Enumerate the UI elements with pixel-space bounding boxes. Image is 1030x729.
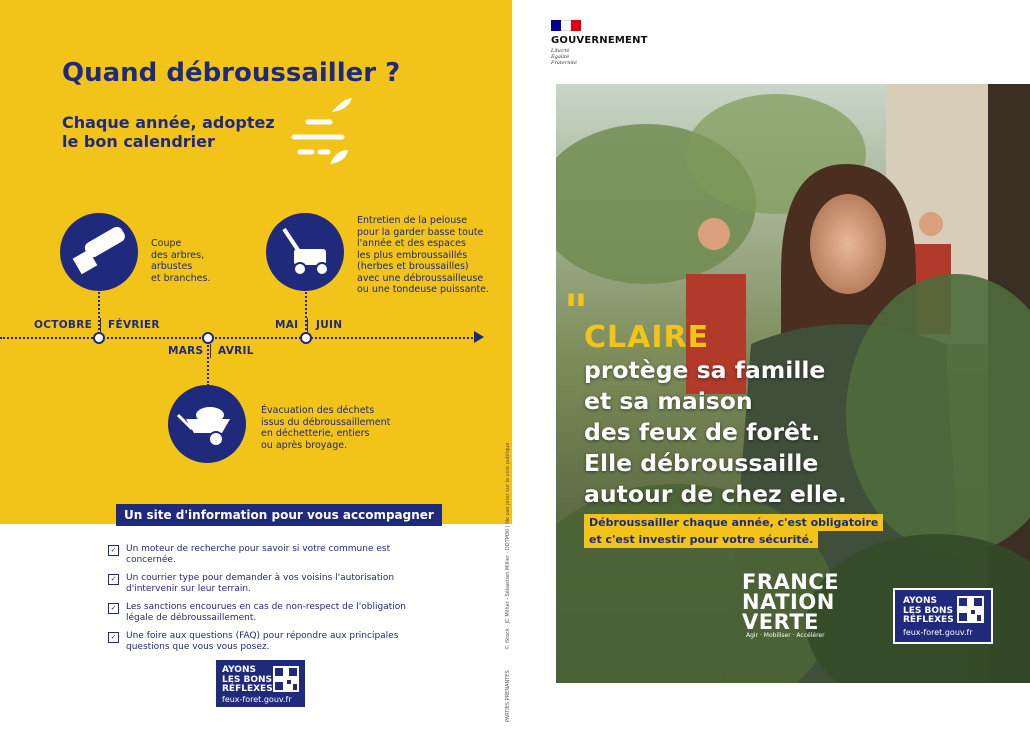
site-info-title: Un site d'information pour vous accompagner bbox=[116, 504, 442, 526]
month-label: FÉVRIER bbox=[108, 319, 160, 331]
person-name: CLAIRE bbox=[584, 320, 710, 355]
divider bbox=[307, 318, 308, 332]
checkbox-icon: ✓ bbox=[108, 603, 119, 614]
activity-waste-text: Évacuation des déchets issus du débroussaillement en déchetterie, entiers ou après broyage. bbox=[261, 405, 391, 451]
partners: PARTIES PRENANTES bbox=[505, 670, 511, 722]
list-item: ✓ Une foire aux questions (FAQ) pour répondre aux principales questions que vous vous posez. bbox=[108, 631, 428, 652]
connector bbox=[207, 342, 209, 386]
gov-label: GOUVERNEMENT bbox=[551, 35, 648, 46]
obligation-bar: Débroussailler chaque année, c'est obligatoire bbox=[584, 514, 883, 531]
timeline-node bbox=[93, 332, 105, 344]
month-label: MAI bbox=[275, 319, 299, 331]
divider bbox=[210, 344, 211, 358]
page-title: Quand débroussailler ? bbox=[62, 58, 401, 88]
subtitle: Chaque année, adoptez le bon calendrier bbox=[62, 113, 275, 151]
list-item: ✓ Les sanctions encourues en cas de non-respect de l'obligation légale de débroussaillement. bbox=[108, 602, 428, 623]
activity-cut-text: Coupe des arbres, arbustes et branches. bbox=[151, 238, 211, 284]
wind-leaves-icon bbox=[290, 92, 360, 167]
chainsaw-icon bbox=[60, 213, 138, 291]
month-label: AVRIL bbox=[218, 345, 254, 357]
security-bar: et c'est investir pour votre sécurité. bbox=[584, 531, 818, 548]
fnv-tagline: Agir · Mobiliser · Accélérer bbox=[746, 632, 825, 639]
list-item: ✓ Un moteur de recherche pour savoir si votre commune est concernée. bbox=[108, 544, 428, 565]
timeline-node bbox=[300, 332, 312, 344]
french-flag-icon bbox=[551, 20, 581, 31]
checkbox-icon: ✓ bbox=[108, 632, 119, 643]
wheelbarrow-icon bbox=[168, 385, 246, 463]
site-info-list bbox=[108, 544, 428, 660]
reflexes-badge: AYONS LES BONS RÉFLEXES feux-foret.gouv.fr bbox=[893, 588, 993, 644]
checkbox-icon: ✓ bbox=[108, 574, 119, 585]
lawnmower-icon bbox=[266, 213, 344, 291]
france-nation-verte-logo: FRANCE NATION VERTE bbox=[742, 570, 840, 634]
checkbox-icon: ✓ bbox=[108, 545, 119, 556]
reflexes-badge: AYONS LES BONS RÉFLEXES feux-foret.gouv.fr bbox=[216, 660, 305, 707]
qr-code bbox=[273, 666, 299, 692]
month-label: OCTOBRE bbox=[34, 319, 93, 331]
activity-lawn-text: Entretien de la pelouse pour la garder basse toute l'année et des espaces les plus embroussaillés (herbes et broussailles) avec une débroussailleuse ou une tondeuse puissante. bbox=[357, 215, 490, 295]
month-label: JUIN bbox=[316, 319, 343, 331]
timeline-node bbox=[202, 332, 214, 344]
credits: © iStock - JC Milhet - Sébastien Millier - DDTM30 | Ne pas jeter sur la voie publique bbox=[505, 442, 511, 650]
list-item: ✓ Un courrier type pour demander à vos voisins l'autorisation d'intervenir sur leur terrain. bbox=[108, 573, 428, 594]
divider bbox=[100, 318, 101, 332]
timeline-arrow bbox=[474, 331, 484, 343]
motto: Liberté Égalité Fraternité bbox=[551, 48, 577, 66]
month-label: MARS bbox=[168, 345, 204, 357]
headline: protège sa famille et sa maison des feux de forêt. Elle débroussaille autour de chez elle. bbox=[584, 356, 847, 508]
qr-code bbox=[957, 596, 984, 623]
quote-mark-icon: " bbox=[564, 284, 588, 338]
timeline bbox=[0, 337, 480, 339]
